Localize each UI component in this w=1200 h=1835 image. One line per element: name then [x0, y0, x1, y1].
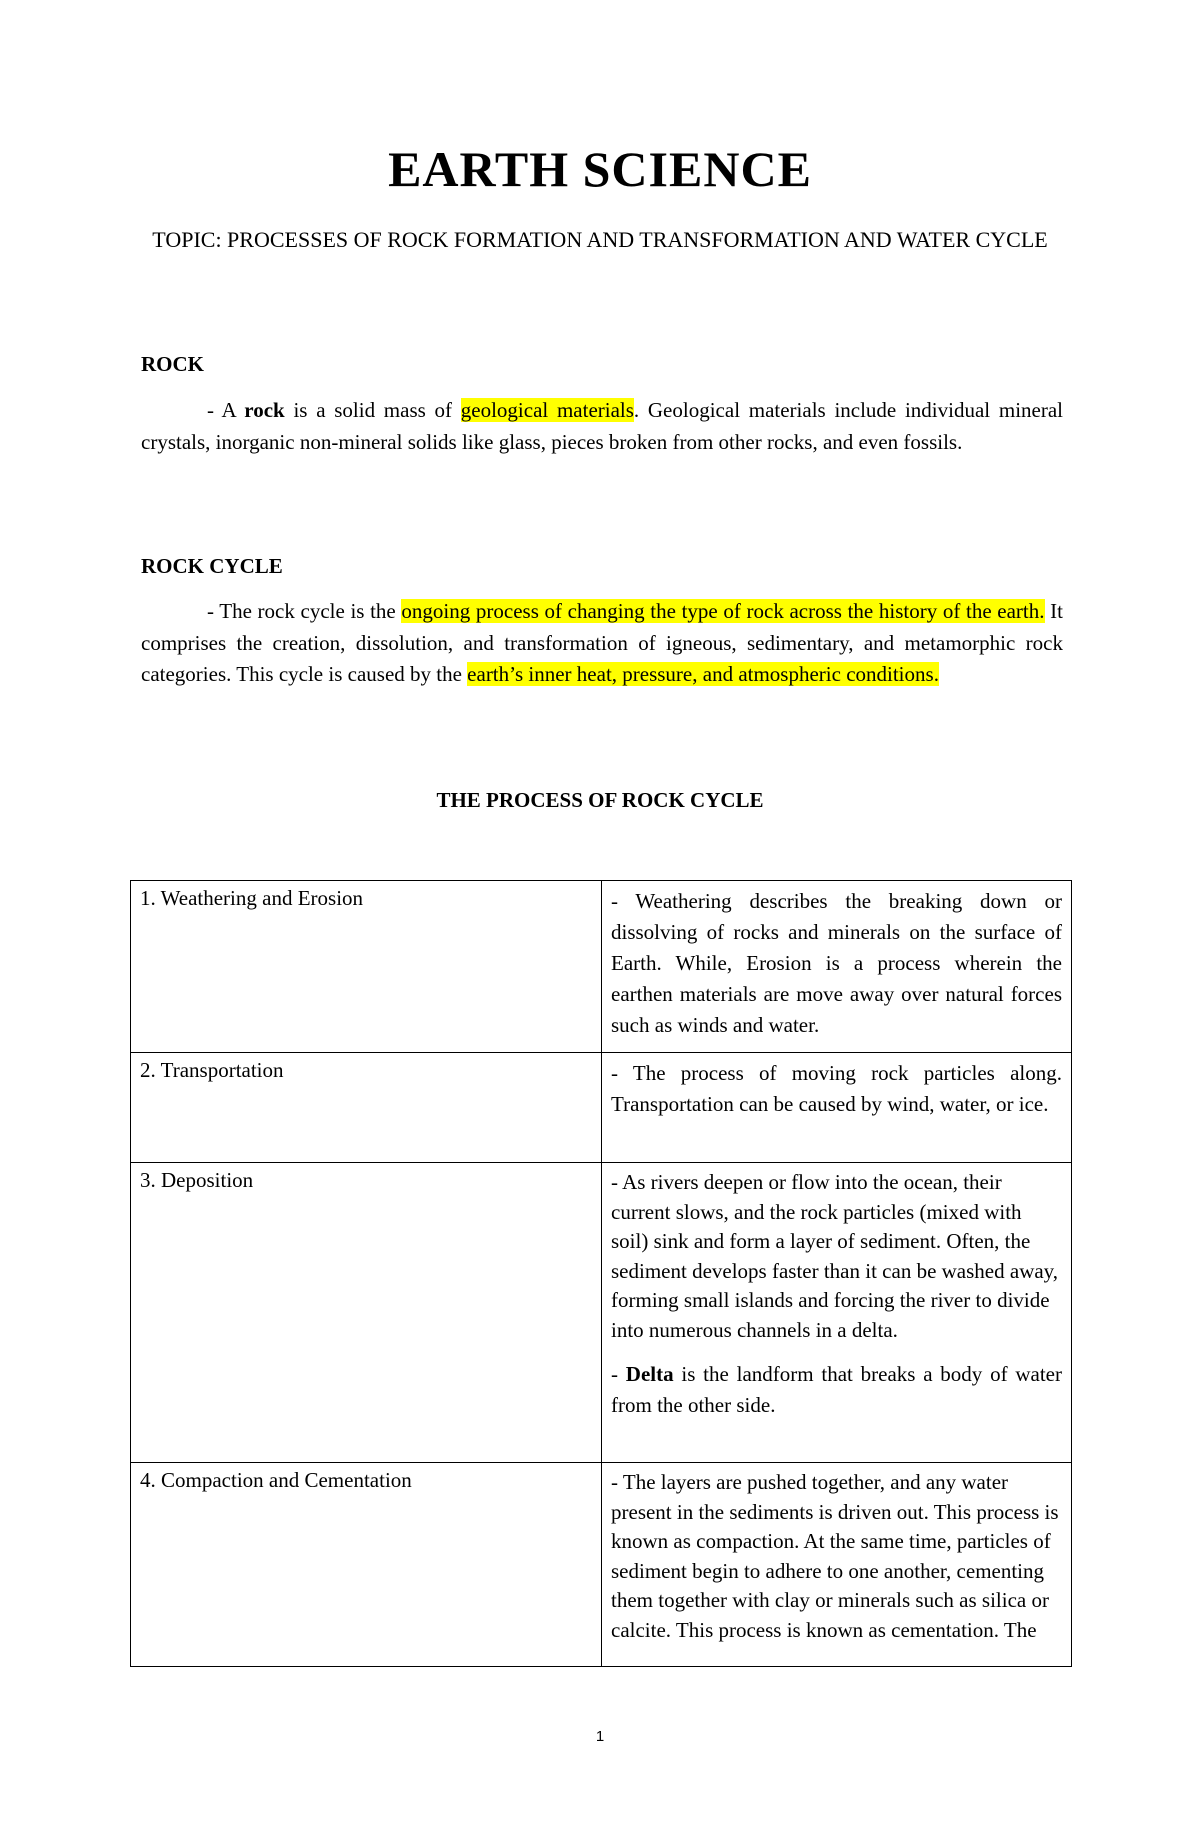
- description-cell: [602, 1053, 1072, 1163]
- step-description: - As rivers deepen or flow into the ocean, their current slows, and the rock particles (mixed with soil) sink and form a layer of sediment. Often, the sediment develops faster than it can be washed away, forming small islands and forcing the river to divide into numerous channels in a delta.: [611, 1170, 1059, 1342]
- highlight-geological-materials: geological materials: [460, 398, 634, 422]
- page-number: 1: [595, 1728, 605, 1745]
- rock-heading: ROCK: [141, 352, 204, 376]
- rock-cycle-definition: - The rock cycle is the ongoing process of changing the type of rock across the history of the earth. It comprises the creation, dissolution, and transformation of igneous, sedimentary, and metamorphic rock categories. This cycle is caused by the earth’s inner heat, pressure, and atmospheric conditions.: [141, 599, 1063, 686]
- delta-note: - Delta is the landform that breaks a body of water from the other side.: [611, 1362, 1062, 1417]
- highlight-ongoing-process: ongoing process of changing the type of rock across the history of the earth.: [401, 599, 1045, 623]
- rock-cycle-process-table: [130, 880, 1072, 1667]
- step-cell: 2. Transportation: [131, 1053, 602, 1163]
- rock-cycle-heading: ROCK CYCLE: [141, 554, 283, 578]
- delta-term: Delta: [625, 1362, 674, 1386]
- highlight-earth-conditions: earth’s inner heat, pressure, and atmospheric conditions.: [467, 662, 939, 686]
- step-cell: 4. Compaction and Cementation: [131, 1463, 602, 1667]
- table-row: [131, 1053, 1072, 1163]
- description-cell: [602, 881, 1072, 1053]
- table-row: [131, 881, 1072, 1053]
- rock-definition: - A rock is a solid mass of geological materials. Geological materials include individual mineral crystals, inorganic non-mineral solids like glass, pieces broken from other rocks, and even fossils.: [141, 398, 1063, 454]
- process-heading: THE PROCESS OF ROCK CYCLE: [436, 788, 764, 812]
- step-cell: 3. Deposition: [131, 1163, 602, 1463]
- step-description: - The process of moving rock particles along. Transportation can be caused by wind, water, or ice.: [611, 1061, 1062, 1116]
- description-cell: [602, 1163, 1072, 1463]
- description-cell: [602, 1463, 1072, 1667]
- topic-line: TOPIC: PROCESSES OF ROCK FORMATION AND TRANSFORMATION AND WATER CYCLE: [152, 227, 1048, 252]
- table-row: [131, 1463, 1072, 1667]
- rock-term: rock: [244, 398, 285, 422]
- step-cell: 1. Weathering and Erosion: [131, 881, 602, 1053]
- step-description: - The layers are pushed together, and any water present in the sediments is driven out. This process is known as compaction. At the same time, particles of sediment begin to adhere to one another, cementing them together with clay or minerals such as silica or calcite. This process is known as cementation. The: [611, 1470, 1059, 1642]
- document-title: EARTH SCIENCE: [388, 141, 812, 197]
- step-description: - Weathering describes the breaking down or dissolving of rocks and minerals on the surface of Earth. While, Erosion is a process wherein the earthen materials are move away over natural forces such as winds and water.: [611, 889, 1062, 1037]
- table-row: [131, 1163, 1072, 1463]
